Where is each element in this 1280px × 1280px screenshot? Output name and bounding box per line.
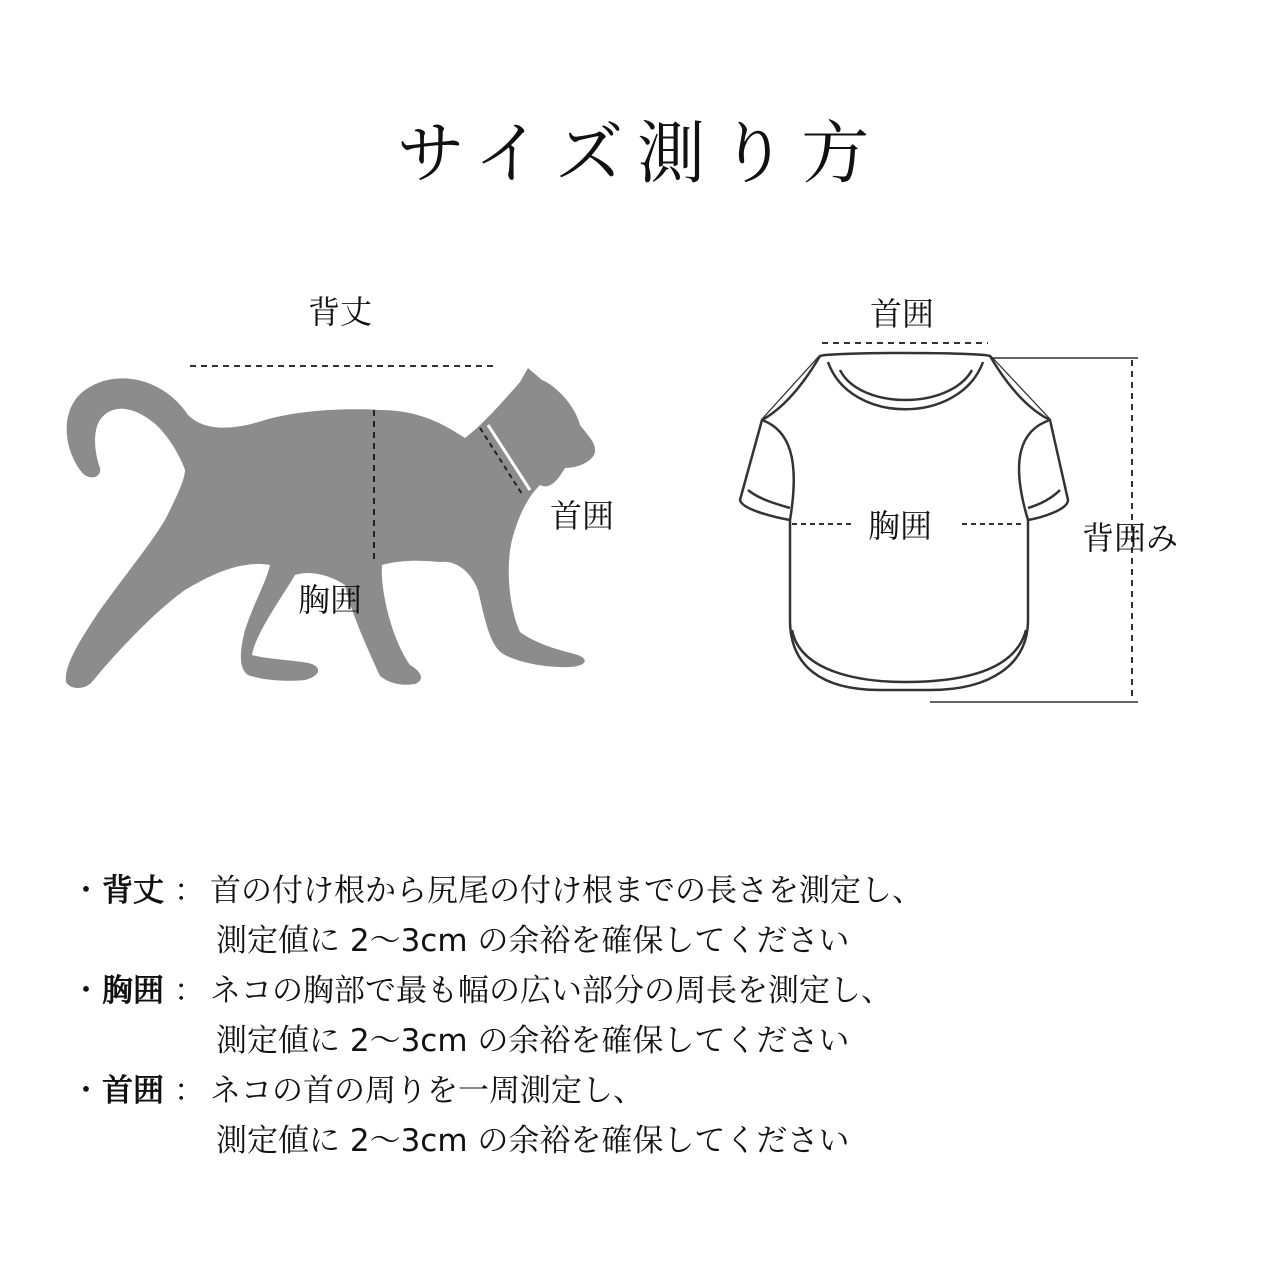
note-colon: ： — [174, 873, 205, 909]
note-term: 首囲 — [102, 1073, 164, 1109]
note-back-length — [70, 866, 1230, 966]
note-chest-girth — [70, 966, 1230, 1066]
note-text-line1: 首の付け根から尻尾の付け根までの長さを測定し、 — [210, 873, 923, 909]
cat-chest-label: 胸囲 — [298, 581, 363, 619]
page-title: サイズ測り方 — [396, 115, 884, 194]
shirt-back-label: 背囲み — [1082, 519, 1179, 557]
note-neck-girth — [70, 1066, 1230, 1166]
shirt-chest-label: 胸囲 — [868, 507, 933, 545]
cat-neck-label: 首囲 — [550, 497, 615, 535]
cat-back-length-label: 背丈 — [308, 293, 373, 331]
note-text-line1: ネコの首の周りを一周測定し、 — [210, 1073, 644, 1109]
measurement-notes — [70, 866, 1230, 1166]
note-text-line2: 測定値に 2～3cm の余裕を確保してください — [216, 1023, 850, 1059]
note-bullet: ・ — [70, 1073, 102, 1109]
note-text-line2: 測定値に 2～3cm の余裕を確保してください — [216, 923, 850, 959]
note-term: 背丈 — [102, 873, 164, 909]
note-term: 胸囲 — [102, 973, 164, 1009]
note-bullet: ・ — [70, 873, 102, 909]
shirt-neck-label: 首囲 — [870, 295, 935, 333]
note-text-line2: 測定値に 2～3cm の余裕を確保してください — [216, 1123, 850, 1159]
note-colon: ： — [174, 1073, 205, 1109]
note-colon: ： — [174, 973, 205, 1009]
note-bullet: ・ — [70, 973, 102, 1009]
note-text-line1: ネコの胸部で最も幅の広い部分の周長を測定し、 — [210, 973, 892, 1009]
